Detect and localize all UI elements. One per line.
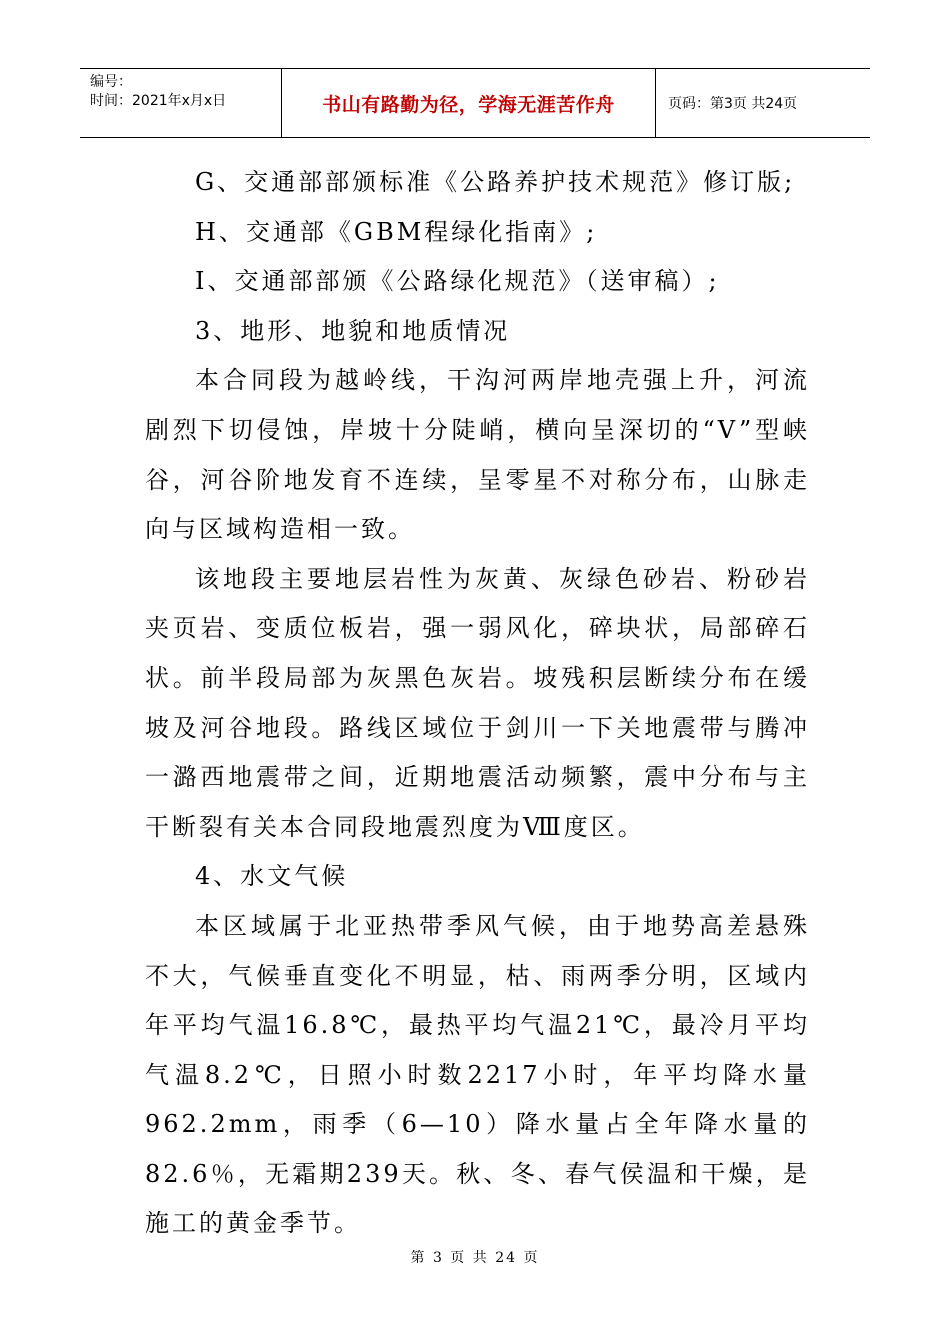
section-heading-geology: 3、地形、地貌和地质情况 [195, 316, 511, 345]
header-motto: 书山有路勤为径，学海无涯苦作舟 [282, 69, 656, 137]
paragraph-standard-i: I、交通部部颁《公路绿化规范》（送审稿）; [195, 267, 720, 296]
document-date: 时间：2021年x月x日 [90, 93, 227, 109]
header-meta [80, 69, 282, 137]
page-footer: 第 3 页 共 24 页 [410, 1250, 540, 1266]
paragraph-standard-g: G、交通部部颁标准《公路养护技术规范》修订版; [195, 168, 796, 196]
document-body [145, 158, 810, 1249]
section-heading-climate: 4、水文气候 [195, 862, 349, 891]
page-header [80, 68, 870, 138]
paragraph-lithology: 该地段主要地层岩性为灰黄、灰绿色砂岩、粉砂岩夹页岩、变质位板岩，强一弱风化，碎块状，局部碎石状。前半段局部为灰黑色灰岩。坡残积层断续分布在缓坡及河谷地段。路线区域位于剑川一下关地震带与腾冲一潞西地震带之间，近期地震活动频繁，震中分布与主干断裂有关本合同段地震烈度为Ⅷ度区。 [145, 564, 810, 841]
header-page-info: 页码：第3页 共24页 [668, 96, 798, 112]
paragraph-terrain: 本合同段为越岭线，干沟河两岸地壳强上升，河流剧烈下切侵蚀，岸坡十分陡峭，横向呈深切的“V”型峡谷，河谷阶地发育不连续，呈零星不对称分布，山脉走向与区域构造相一致。 [145, 366, 810, 544]
paragraph-climate: 本区域属于北亚热带季风气候，由于地势高差悬殊不大，气候垂直变化不明显，枯、雨两季分明，区域内年平均气温16.8℃，最热平均气温21℃，最冷月平均气温8.2℃，日照小时数2217小时，年平均降水量962.2mm，雨季（6—10）降水量占全年降水量的82.6％，无霜期239天。秋、冬、春气侯温和干燥，是施工的黄金季节。 [145, 911, 810, 1238]
document-code-label: 编号： [90, 74, 132, 90]
paragraph-standard-h: H、交通部《GBM程绿化指南》; [195, 217, 598, 246]
